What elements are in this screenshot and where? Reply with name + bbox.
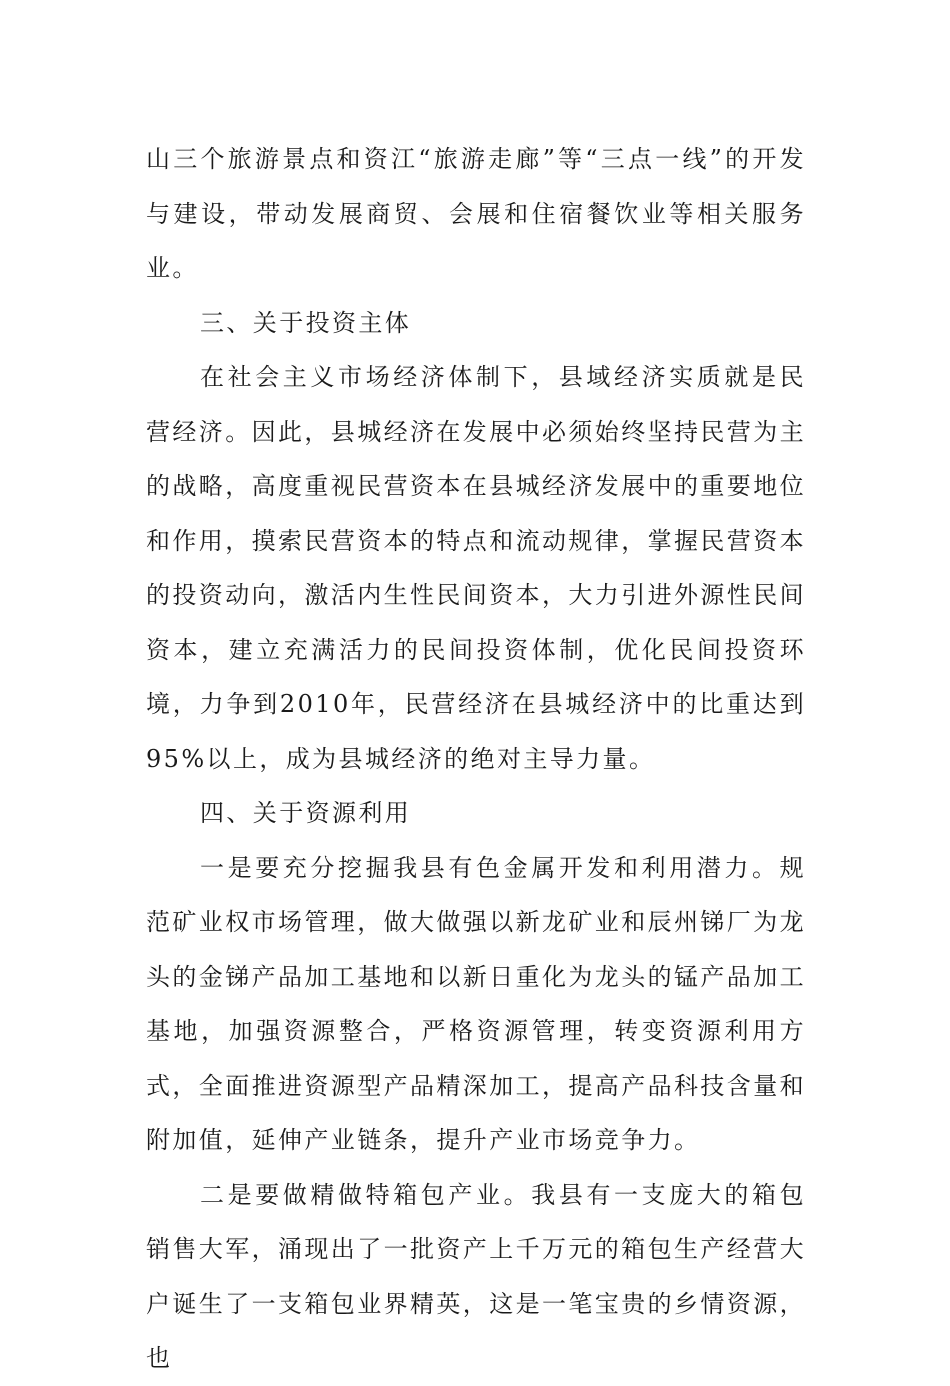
heading-investment-subject: 三、关于投资主体 [200,308,412,337]
paragraph-nonferrous-metals: 一是要充分挖掘我县有色金属开发和利用潜力。规范矿业权市场管理，做大做强以新龙矿业和辰州锑厂为龙头的金锑产品加工基地和以新日重化为龙头的锰产品加工基地，加强资源整合，严格资源管理，转变资源利用方式，全面推进资源型产品精深加工，提高产品科技含量和附加值，延伸产业链条，提升产业市场竞争力。 [146,853,806,1154]
paragraph-luggage-industry: 二是要做精做特箱包产业。我县有一支庞大的箱包销售大军，涌现出了一批资产上千万元的箱包生产经营大户诞生了一支箱包业界精英，这是一笔宝贵的乡情资源，也 [146,1180,806,1372]
paragraph-continuation: 山三个旅游景点和资江“旅游走廊”等“三点一线”的开发与建设，带动发展商贸、会展和住宿餐饮业等相关服务业。 [146,145,806,282]
paragraph-private-economy: 在社会主义市场经济体制下，县域经济实质就是民营经济。因此，县城经济在发展中必须始终坚持民营为主的战略，高度重视民营资本在县城经济发展中的重要地位和作用，摸索民营资本的特点和流动规律，掌握民营资本的投资动向，激活内生性民间资本，大力引进外源性民间资本，建立充满活力的民间投资体制，优化民间投资环境，力争到2010年，民营经济在县城经济中的比重达到95%以上，成为县城经济的绝对主导力量。 [146,363,806,773]
heading-resource-utilization: 四、关于资源利用 [200,799,412,827]
document-page [146,132,806,1386]
